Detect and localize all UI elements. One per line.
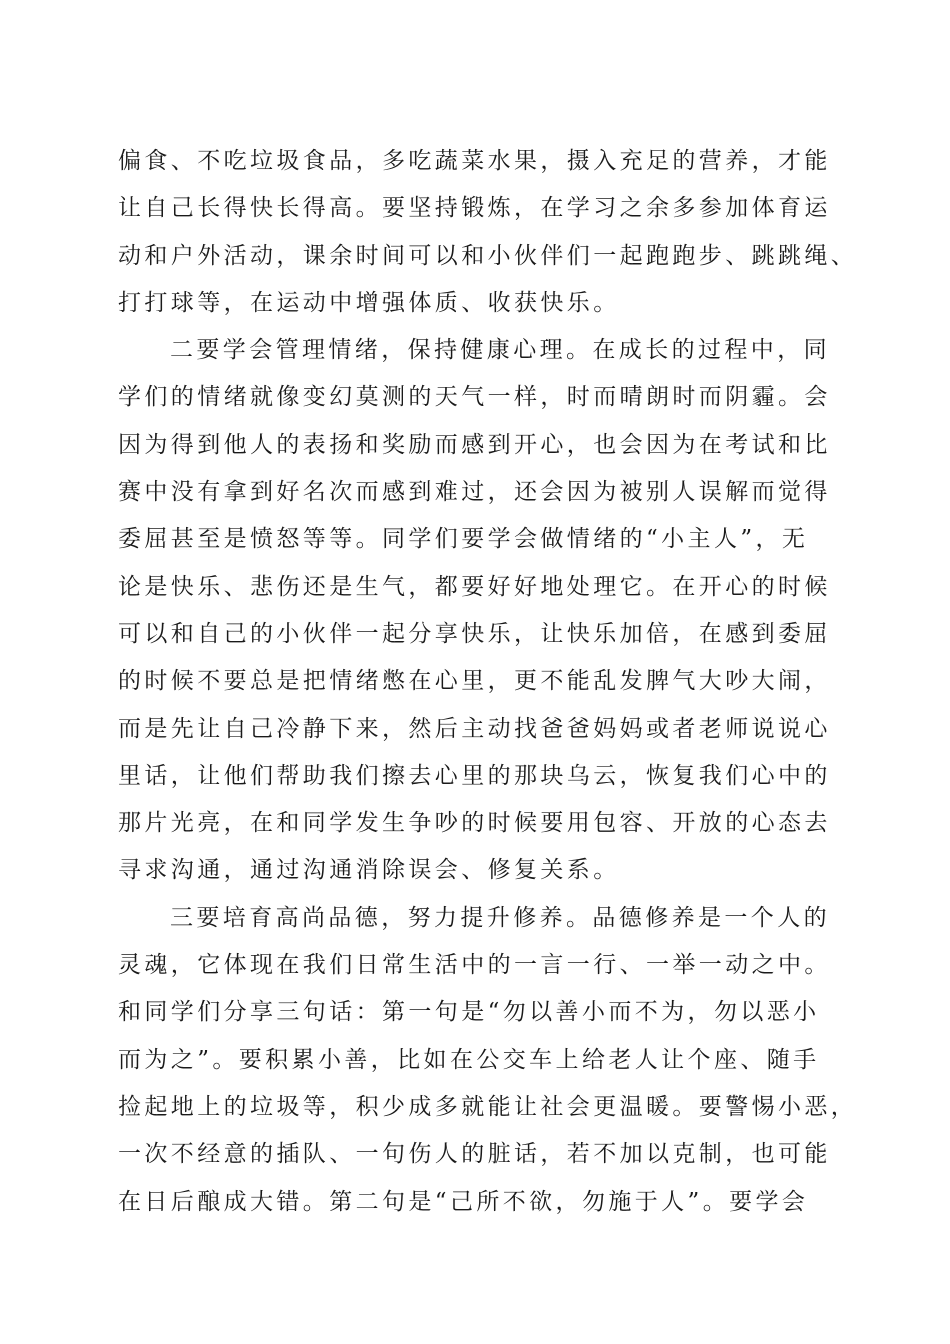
text-line: 偏食、不吃垃圾食品，多吃蔬菜水果，摄入充足的营养，才能 [118,148,831,174]
text-line: 在日后酿成大错。第二句是“己所不欲，勿施于人”。要学会 [118,1188,809,1215]
paragraph-start-line: 二要学会管理情绪，保持健康心理。在成长的过程中，同 [170,337,830,364]
text-line: 学们的情绪就像变幻莫测的天气一样，时而晴朗时而阴霾。会 [118,384,831,411]
text-line: 而为之”。要积累小善，比如在公交车上给老人让个座、随手 [118,1046,820,1073]
text-line: 让自己长得快长得高。要坚持锻炼，在学习之余多参加体育运 [118,195,831,222]
text-line: 论是快乐、悲伤还是生气，都要好好地处理它。在开心的时候 [118,573,831,600]
text-line: 而是先让自己冷静下来，然后主动找爸爸妈妈或者老师说说心 [118,715,831,742]
text-line: 的时候不要总是把情绪憋在心里，更不能乱发脾气大吵大闹， [118,668,831,695]
text-line: 那片光亮，在和同学发生争吵的时候要用包容、开放的心态去 [118,810,831,837]
text-line: 动和户外活动，课余时间可以和小伙伴们一起跑跑步、跳跳绳、 [118,242,858,269]
text-line: 因为得到他人的表扬和奖励而感到开心，也会因为在考试和比 [118,431,831,458]
text-line: 一次不经意的插队、一句伤人的脏话，若不加以克制，也可能 [118,1141,831,1168]
text-line: 赛中没有拿到好名次而感到难过，还会因为被别人误解而觉得 [118,479,831,506]
paragraph-start-line: 三要培育高尚品德，努力提升修养。品德修养是一个人的 [170,904,830,931]
text-line: 和同学们分享三句话：第一句是“勿以善小而不为，勿以恶小 [118,999,820,1026]
text-line: 里话，让他们帮助我们擦去心里的那块乌云，恢复我们心中的 [118,762,831,789]
text-line: 可以和自己的小伙伴一起分享快乐，让快乐加倍，在感到委屈 [118,620,831,647]
text-line: 打打球等，在运动中增强体质、收获快乐。 [118,289,620,316]
text-line: 捡起地上的垃圾等，积少成多就能让社会更温暖。要警惕小恶， [118,1093,858,1120]
text-line: 寻求沟通，通过沟通消除误会、修复关系。 [118,857,620,884]
body-text [118,138,858,1226]
text-line: 委屈甚至是愤怒等等。同学们要学会做情绪的“小主人”，无 [118,526,809,553]
text-line: 灵魂，它体现在我们日常生活中的一言一行、一举一动之中。 [118,952,831,979]
